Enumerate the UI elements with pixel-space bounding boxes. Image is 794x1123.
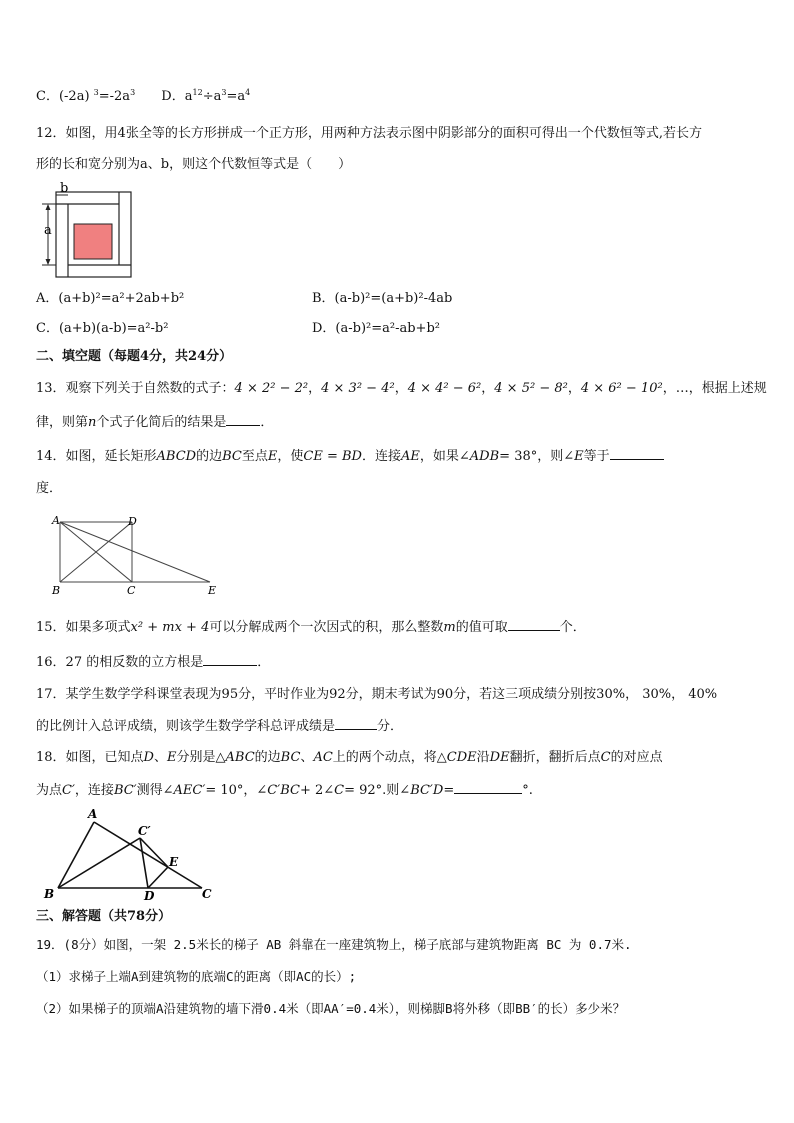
q14-answer-blank[interactable] bbox=[610, 447, 664, 460]
q13-expr-2: 4 × 3² − 4² bbox=[321, 381, 395, 396]
q12-option-c: C．(a+b)(a-b)=a²-b² bbox=[36, 321, 169, 336]
q12-stem-line2: 形的长和宽分别为a、b，则这个代数恒等式是（ ） bbox=[36, 157, 352, 172]
q11-option-c: C．(-2a) $^3=-2a^3$ bbox=[36, 88, 136, 104]
q11-options bbox=[36, 88, 250, 106]
q17-line1: 17．某学生数学学科课堂表现为95分，平时作业为92分，期末考试为90分，若这三项成绩分别按30%， 30%， 40% bbox=[36, 687, 718, 702]
q14-figure bbox=[38, 512, 228, 598]
q12-label-b: b bbox=[60, 181, 69, 196]
q15-line: 15．如果多项式x² + mx + 4可以分解成两个一次因式的积，那么整数m的值可取 个． bbox=[36, 620, 586, 635]
q14-line2: 度． bbox=[36, 481, 63, 496]
q18-line2: 为点C′，连接BC′测得∠AEC′= 10°，∠C′BC+ 2∠C= 92°.则∠BC′D= °. bbox=[36, 783, 533, 798]
q18-answer-blank[interactable] bbox=[454, 781, 522, 794]
q12-option-b: B．(a-b)²=(a+b)²-4ab bbox=[312, 291, 453, 306]
q13-expr-3: 4 × 4² − 6² bbox=[407, 381, 482, 396]
q13-expr-5: 4 × 6² − 10² bbox=[580, 381, 663, 396]
q17-line2: 的比例计入总评成绩，则该学生数学学科总评成绩是 分． bbox=[36, 719, 404, 734]
q14-label-c: C bbox=[127, 584, 136, 597]
q12-label-a: a bbox=[44, 223, 52, 238]
q18-label-c: C bbox=[202, 887, 212, 901]
q18-line1: 18．如图，已知点D、E分别是△ABC的边BC、AC上的两个动点，将△CDE沿DE翻折，翻折后点C的对应点 bbox=[36, 750, 663, 765]
q18-label-cprime: C′ bbox=[138, 824, 151, 838]
q13-expr-4: 4 × 5² − 8² bbox=[494, 381, 568, 396]
q16-line: 16．27 的相反数的立方根是 ． bbox=[36, 655, 271, 670]
q12-stem-line1: 12．如图，用4张全等的长方形拼成一个正方形，用两种方法表示图中阴影部分的面积可得出一个代数恒等式,若长方 bbox=[36, 126, 702, 141]
q14-label-e: E bbox=[208, 584, 217, 597]
q11-option-d: D．$a^{12}\div a^3=a^4$ bbox=[161, 88, 251, 104]
q18-label-a: A bbox=[88, 807, 98, 821]
q14-label-d: D bbox=[128, 515, 137, 528]
q18-label-d: D bbox=[144, 889, 155, 903]
q19-line1: 19．(8分）如图，一架 2.5米长的梯子 AB 斜靠在一座建筑物上，梯子底部与建筑物距离 BC 为 0.7米. bbox=[36, 937, 632, 952]
q16-answer-blank[interactable] bbox=[203, 653, 257, 666]
q13-answer-blank[interactable] bbox=[226, 413, 260, 426]
q17-answer-blank[interactable] bbox=[335, 717, 377, 730]
q19-line2: （1）求梯子上端A到建筑物的底端C的距离（即AC的长）; bbox=[36, 969, 357, 984]
section-2-heading: 二、填空题（每题4分，共24分） bbox=[36, 349, 233, 364]
q12-figure bbox=[36, 181, 136, 279]
q12-option-d: D．(a-b)²=a²-ab+b² bbox=[312, 321, 440, 336]
q19-line3: （2）如果梯子的顶端A沿建筑物的墙下滑0.4米（即AA′=0.4米），则梯脚B将外移（即BB′的长）多少米？ bbox=[36, 1001, 626, 1016]
q18-label-e: E bbox=[169, 855, 179, 869]
q14-line1: 14．如图，延长矩形ABCD的边BC至点E，使CE = BD．连接AE，如果∠ADB= 38°，则∠E等于 bbox=[36, 447, 664, 466]
q13-expr-1: 4 × 2² − 2² bbox=[234, 381, 309, 396]
section-3-heading: 三、解答题（共78分） bbox=[36, 909, 172, 924]
q18-figure bbox=[38, 806, 218, 903]
q13-line2: 律，则第n个式子化简后的结果是 ． bbox=[36, 415, 274, 430]
q18-label-b: B bbox=[44, 887, 55, 901]
q12-shaded-square bbox=[74, 224, 112, 259]
q14-label-b: B bbox=[52, 584, 61, 597]
q14-label-a: A bbox=[52, 514, 60, 527]
q15-answer-blank[interactable] bbox=[508, 618, 560, 631]
q13-line1: 13．观察下列关于自然数的式子：4 × 2² − 2²，4 × 3² − 4²，4 × 4² − 6²，4 × 5² − 8²，4 × 6² − 10²，…，根据上述规 bbox=[36, 381, 767, 396]
q12-option-a: A．(a+b)²=a²+2ab+b² bbox=[36, 291, 185, 306]
